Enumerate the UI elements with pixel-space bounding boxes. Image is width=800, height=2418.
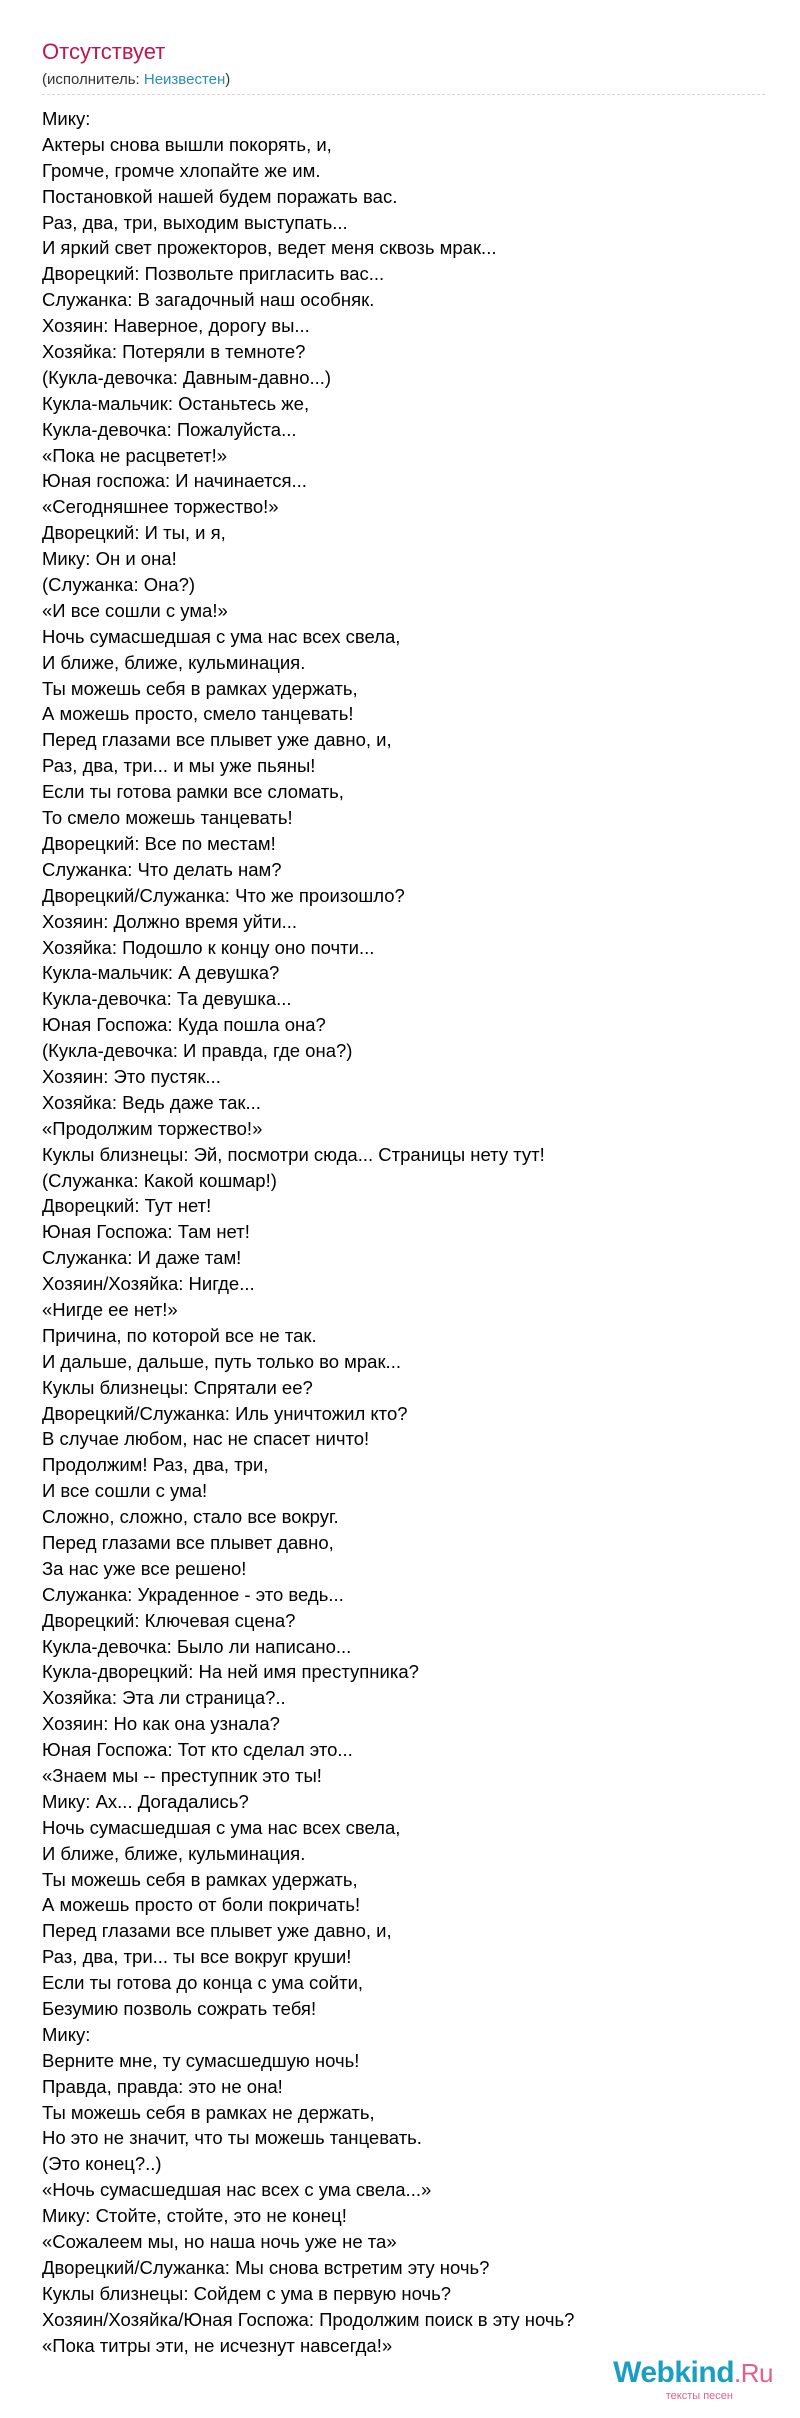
lyric-line: Хозяйка: Потеряли в темноте? [42,341,306,363]
page-title: Отсутствует [42,39,166,64]
lyric-line: Хозяйка: Ведь даже так... [42,1091,261,1113]
lyrics-text [42,106,762,2358]
lyric-line: Дворецкий: И ты, и я, [42,522,226,544]
lyric-line: Мику: Ах... Догадались? [42,1790,249,1812]
lyric-line: И все сошли с ума! [42,1480,208,1502]
logo-kind: kind [674,2356,735,2389]
lyric-line: Если ты готова рамки все сломать, [42,781,344,803]
lyric-line: И ближе, ближе, кульминация. [42,1842,306,1864]
lyric-line: Хозяин: Но как она узнала? [42,1713,280,1735]
lyric-line: Кукла-мальчик: Останьтесь же, [42,392,310,414]
lyric-line: Сложно, сложно, стало все вокруг. [42,1506,339,1528]
lyric-line: (Это конец?..) [42,2153,162,2175]
lyric-line: Хозяин: Наверное, дорогу вы... [42,315,310,337]
lyric-line: Мику: [42,2023,91,2045]
lyric-line: Юная госпожа: И начинается... [42,470,307,492]
lyric-line: «Пока не расцветет!» [42,444,228,466]
lyric-line: Хозяин: Должно время уйти... [42,910,298,932]
performer-suffix: ) [225,71,231,88]
lyric-line: Раз, два, три... и мы уже пьяны! [42,755,316,777]
lyric-line: «Сегодняшнее торжество!» [42,496,279,518]
lyric-line: Кукла-девочка: Было ли написано... [42,1635,352,1657]
lyric-line: Верните мне, ту сумасшедшую ночь! [42,2049,360,2071]
lyric-line: Юная Госпожа: Там нет! [42,1221,250,1243]
lyric-line: Дворецкий: Тут нет! [42,1195,212,1217]
lyric-line: (Кукла-девочка: И правда, где она?) [42,1040,353,1062]
lyric-line: Куклы близнецы: Сойдем с ума в первую ночь? [42,2282,452,2304]
logo-web: Web [613,2356,675,2389]
lyric-line: Дворецкий/Служанка: Мы снова встретим эту ночь? [42,2256,490,2278]
lyric-line: За нас уже все решено! [42,1557,247,1579]
lyric-line: Постановкой нашей будем поражать вас. [42,185,398,207]
lyric-line: А можешь просто, смело танцевать! [42,703,354,725]
lyric-line: Дворецкий: Позвольте пригласить вас... [42,263,385,285]
lyric-line: Служанка: Украденное - это ведь... [42,1583,344,1605]
lyric-line: Ты можешь себя в рамках удержать, [42,1868,358,1890]
lyric-line: Куклы близнецы: Эй, посмотри сюда... Страницы нету тут! [42,1143,545,1165]
lyric-line: Но это не значит, что ты можешь танцевать. [42,2127,422,2149]
lyric-line: Хозяин/Хозяйка/Юная Госпожа: Продолжим поиск в эту ночь? [42,2308,575,2330]
lyric-line: Раз, два, три, выходим выступать... [42,211,348,233]
logo-tagline: тексты песен [665,2390,733,2402]
lyric-line: А можешь просто от боли покричать! [42,1894,361,1916]
lyric-line: Юная Госпожа: Куда пошла она? [42,1014,326,1036]
lyric-line: Служанка: Что делать нам? [42,858,282,880]
lyric-line: Перед глазами все плывет уже давно, и, [42,1920,392,1942]
lyric-line: Мику: [42,108,91,129]
lyric-line: Причина, по которой все не так. [42,1324,317,1346]
lyric-line: То смело можешь танцевать! [42,807,293,829]
lyric-line: (Кукла-девочка: Давным-давно...) [42,366,332,388]
lyric-line: Раз, два, три... ты все вокруг круши! [42,1946,352,1968]
lyric-line: Дворецкий/Служанка: Иль уничтожил кто? [42,1402,408,1424]
lyric-line: «Нигде ее нет!» [42,1298,178,1320]
lyric-line: Мику: Он и она! [42,548,177,570]
lyric-line: Хозяйка: Подошло к концу оно почти... [42,936,375,958]
lyric-line: Хозяйка: Эта ли страница?.. [42,1687,286,1709]
lyric-line: Кукла-девочка: Пожалуйста... [42,418,297,440]
lyric-line: (Служанка: Она?) [42,574,196,596]
lyric-line: Юная Госпожа: Тот кто сделал это... [42,1739,353,1761]
lyric-line: Если ты готова до конца с ума сойти, [42,1972,364,1994]
lyric-line: Ты можешь себя в рамках удержать, [42,677,358,699]
lyric-line: Мику: Стойте, стойте, это не конец! [42,2205,347,2227]
lyric-line: Ты можешь себя в рамках не держать, [42,2101,375,2123]
webkind-logo[interactable] [573,2356,773,2404]
lyric-line: Безумию позволь сожрать тебя! [42,1998,317,2020]
lyric-line: Служанка: И даже там! [42,1247,242,1269]
header-divider [42,94,765,95]
lyric-line: Хозяин: Это пустяк... [42,1065,221,1087]
lyric-line: Дворецкий/Служанка: Что же произошло? [42,884,405,906]
lyric-line: Ночь сумасшедшая с ума нас всех свела, [42,625,401,647]
lyric-line: Хозяин/Хозяйка: Нигде... [42,1273,255,1295]
lyric-line: Ночь сумасшедшая с ума нас всех свела, [42,1816,401,1838]
lyric-line: Дворецкий: Ключевая сцена? [42,1609,296,1631]
lyric-line: «И все сошли с ума!» [42,599,228,621]
performer-prefix: (исполнитель: [42,71,144,88]
lyric-line: Перед глазами все плывет давно, [42,1531,334,1553]
lyric-line: Дворецкий: Все по местам! [42,832,276,854]
lyric-line: Правда, правда: это не она! [42,2075,283,2097]
lyric-line: «Ночь сумасшедшая нас всех с ума свела...» [42,2179,432,2201]
lyric-line: И ближе, ближе, кульминация. [42,651,306,673]
lyric-line: И яркий свет прожекторов, ведет меня сквозь мрак... [42,237,497,259]
lyric-line: Кукла-мальчик: А девушка? [42,962,280,984]
lyric-line: Актеры снова вышли покорять, и, [42,133,332,155]
lyric-line: В случае любом, нас не спасет ничто! [42,1428,370,1450]
lyric-line: «Пока титры эти, не исчезнут навсегда!» [42,2334,393,2356]
lyric-line: И дальше, дальше, путь только во мрак... [42,1350,401,1372]
lyric-line: Перед глазами все плывет уже давно, и, [42,729,392,751]
lyric-line: Кукла-дворецкий: На ней имя преступника? [42,1661,419,1683]
lyric-line: Громче, громче хлопайте же им. [42,159,321,181]
logo-wordmark [573,2356,773,2390]
lyric-line: «Знаем мы -- преступник это ты! [42,1765,322,1786]
lyric-line: «Продолжим торжество!» [42,1117,263,1139]
logo-ru: .Ru [734,2358,773,2388]
performer-line [42,70,230,90]
lyric-line: Продолжим! Раз, два, три, [42,1454,269,1476]
lyric-line: Служанка: В загадочный наш особняк. [42,289,375,311]
lyric-line: (Служанка: Какой кошмар!) [42,1169,277,1191]
performer-link[interactable]: Неизвестен [143,71,226,88]
lyric-line: «Сожалеем мы, но наша ночь уже не та» [42,2231,397,2253]
lyric-line: Куклы близнецы: Спрятали ее? [42,1376,313,1398]
lyric-line: Кукла-девочка: Та девушка... [42,988,292,1010]
